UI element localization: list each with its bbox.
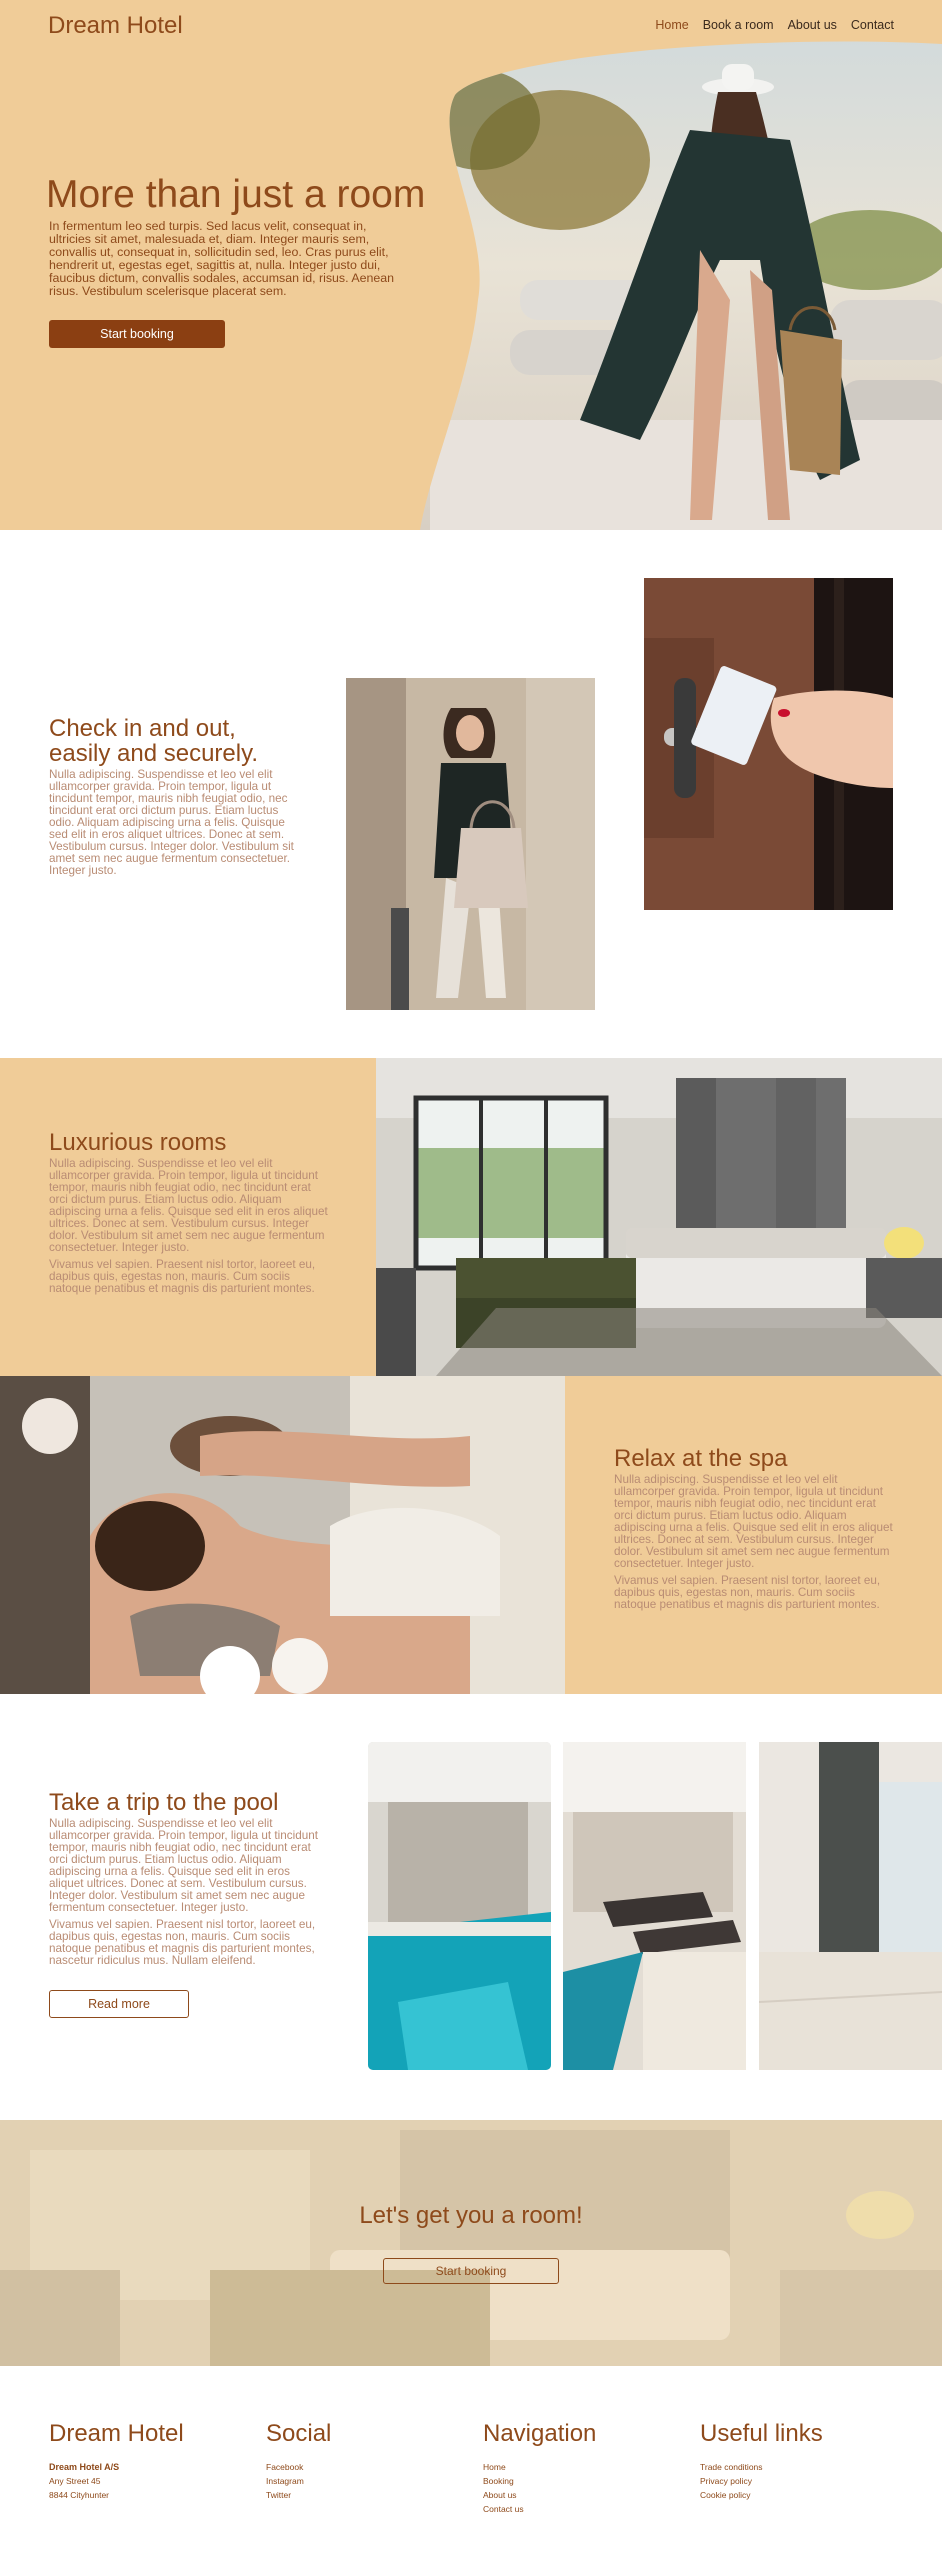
photo-indoor-pool xyxy=(368,1742,551,2070)
checkin-body: Nulla adipiscing. Suspendisse et leo vel elit ullamcorper gravida. Proin tempor, ligula ut tincidunt tempor, mauris nibh feugiat odio, nec tincidunt erat orci dictum purus. Etiam luctus odio. Aliquam adipiscing urna a felis. Quisque sed elit in eros aliquet ultrices. Donec at sem. Vestibulum cursus. Integer dolor. Vestibulum sit amet sem nec augue fermentum consectetuer. Integer justo. xyxy=(49,768,294,877)
read-more-button[interactable]: Read more xyxy=(49,1990,189,2018)
hero-body: In fermentum leo sed turpis. Sed lacus velit, consequat in, ultricies sit amet, malesuada et, diam. Integer mauris sem, convallis ut, consequat in, sollicitudin sed, leo. Cras purus elit, hendrerit ut, egestas eget, sagittis at, nulla. Integer justo dui, faucibus dictum, convallis sodales, accumsan id, risus. Aenean risus. Vestibulum scelerisque placerat sem. xyxy=(49,219,395,298)
checkin-title xyxy=(49,716,299,766)
rooms-title: Luxurious rooms xyxy=(49,1129,227,1156)
footer-link-trade-conditions[interactable]: Trade conditions xyxy=(700,2462,763,2472)
footer-brand-title: Dream Hotel xyxy=(49,2420,184,2447)
hero-section xyxy=(0,0,942,530)
nav-links xyxy=(655,18,894,32)
checkin-text xyxy=(49,716,299,877)
rooms-text xyxy=(49,1130,329,1295)
checkin-title-line1: Check in and out, xyxy=(49,715,236,742)
photo-woman-with-luggage xyxy=(346,678,595,1010)
footer-brand xyxy=(49,2420,184,2502)
pool-text xyxy=(49,1790,319,1967)
footer-company-name: Dream Hotel A/S xyxy=(49,2462,120,2472)
footer-link-instagram[interactable]: Instagram xyxy=(266,2476,304,2486)
nav-link-book-a-room[interactable]: Book a room xyxy=(702,18,774,32)
spa-body-2: Vivamus vel sapien. Praesent nisl tortor, laoreet eu, dapibus quis, egestas non, mauris. Cum sociis natoque penatibus et magnis dis parturient montes. xyxy=(614,1574,881,1611)
footer-link-cookie-policy[interactable]: Cookie policy xyxy=(700,2490,751,2500)
nav-link-contact[interactable]: Contact xyxy=(850,18,894,32)
spa-section xyxy=(0,1376,942,1694)
footer-navigation xyxy=(483,2420,596,2516)
site-logo[interactable]: Dream Hotel xyxy=(48,12,183,39)
footer-link-home[interactable]: Home xyxy=(483,2462,506,2472)
footer-social xyxy=(266,2420,331,2502)
rooms-body-2: Vivamus vel sapien. Praesent nisl tortor, laoreet eu, dapibus quis, egestas non, mauris. Cum sociis natoque penatibus et magnis dis parturient montes. xyxy=(49,1258,316,1295)
nav-link-about-us[interactable]: About us xyxy=(787,18,837,32)
rooms-section xyxy=(0,1058,942,1376)
cta-background-bedroom-photo xyxy=(0,2120,942,2366)
top-navbar xyxy=(0,0,942,50)
site-footer xyxy=(0,2366,942,2560)
footer-city: 8844 Cityhunter xyxy=(49,2490,110,2500)
rooms-body-1: Nulla adipiscing. Suspendisse et leo vel elit ullamcorper gravida. Proin tempor, ligula ut tincidunt tempor, mauris nibh feugiat odio, nec tincidunt erat orci dictum purus. Etiam luctus odio. Aliquam adipiscing urna a felis. Quisque sed elit in eros aliquet ultrices. Donec at sem. Vestibulum cursus. Integer dolor. Vestibulum sit amet sem nec augue fermentum consectetuer. Integer justo. xyxy=(49,1157,328,1254)
photo-luxury-bedroom xyxy=(376,1058,942,1376)
footer-link-booking[interactable]: Booking xyxy=(483,2476,514,2486)
footer-street: Any Street 45 xyxy=(49,2476,101,2486)
cta-title: Let's get you a room! xyxy=(359,2202,583,2229)
photo-keycard-door xyxy=(644,578,893,910)
pool-title: Take a trip to the pool xyxy=(49,1789,279,1816)
photo-spa-massage xyxy=(0,1376,565,1694)
checkin-title-line2: easily and securely. xyxy=(49,740,258,767)
hero-title: More than just a room xyxy=(46,173,426,216)
spa-text xyxy=(614,1446,894,1611)
footer-link-contact-us[interactable]: Contact us xyxy=(483,2504,524,2514)
footer-social-title: Social xyxy=(266,2420,332,2447)
checkin-section xyxy=(0,530,942,1058)
booking-cta-section xyxy=(0,2120,942,2366)
pool-section xyxy=(0,1694,942,2120)
pool-body-1: Nulla adipiscing. Suspendisse et leo vel elit ullamcorper gravida. Proin tempor, ligula ut tincidunt tempor, mauris nibh feugiat odio, nec tincidunt erat orci dictum purus. Etiam luctus odio. Aliquam adipiscing urna a felis. Quisque sed elit in eros aliquet ultrices. Donec at sem. Vestibulum cursus. Integer dolor. Vestibulum sit amet sem nec augue fermentum consectetuer. Integer justo. xyxy=(49,1817,318,1914)
cta-start-booking-button[interactable]: Start booking xyxy=(383,2258,559,2284)
footer-link-about-us[interactable]: About us xyxy=(483,2490,517,2500)
footer-link-privacy-policy[interactable]: Privacy policy xyxy=(700,2476,752,2486)
footer-link-facebook[interactable]: Facebook xyxy=(266,2462,304,2472)
footer-useful-title: Useful links xyxy=(700,2420,823,2447)
footer-useful-links xyxy=(700,2420,823,2502)
spa-title: Relax at the spa xyxy=(614,1445,788,1472)
start-booking-button[interactable]: Start booking xyxy=(49,320,225,348)
pool-body-2: Vivamus vel sapien. Praesent nisl tortor, laoreet eu, dapibus quis, egestas non, mauris. Cum sociis natoque penatibus et magnis dis parturient montes, nascetur ridiculus mus. Nullam eleifend. xyxy=(49,1918,316,1967)
nav-link-home[interactable]: Home xyxy=(655,18,689,32)
footer-navigation-title: Navigation xyxy=(483,2420,597,2447)
photo-pool-terrace xyxy=(759,1742,942,2070)
photo-pool-loungers xyxy=(563,1742,746,2070)
footer-link-twitter[interactable]: Twitter xyxy=(266,2490,292,2500)
spa-body-1: Nulla adipiscing. Suspendisse et leo vel elit ullamcorper gravida. Proin tempor, ligula ut tincidunt tempor, mauris nibh feugiat odio, nec tincidunt erat orci dictum purus. Etiam luctus odio. Aliquam adipiscing urna a felis. Quisque sed elit in eros aliquet ultrices. Donec at sem. Vestibulum cursus. Integer dolor. Vestibulum sit amet sem nec augue fermentum consectetuer. Integer justo. xyxy=(614,1473,893,1570)
